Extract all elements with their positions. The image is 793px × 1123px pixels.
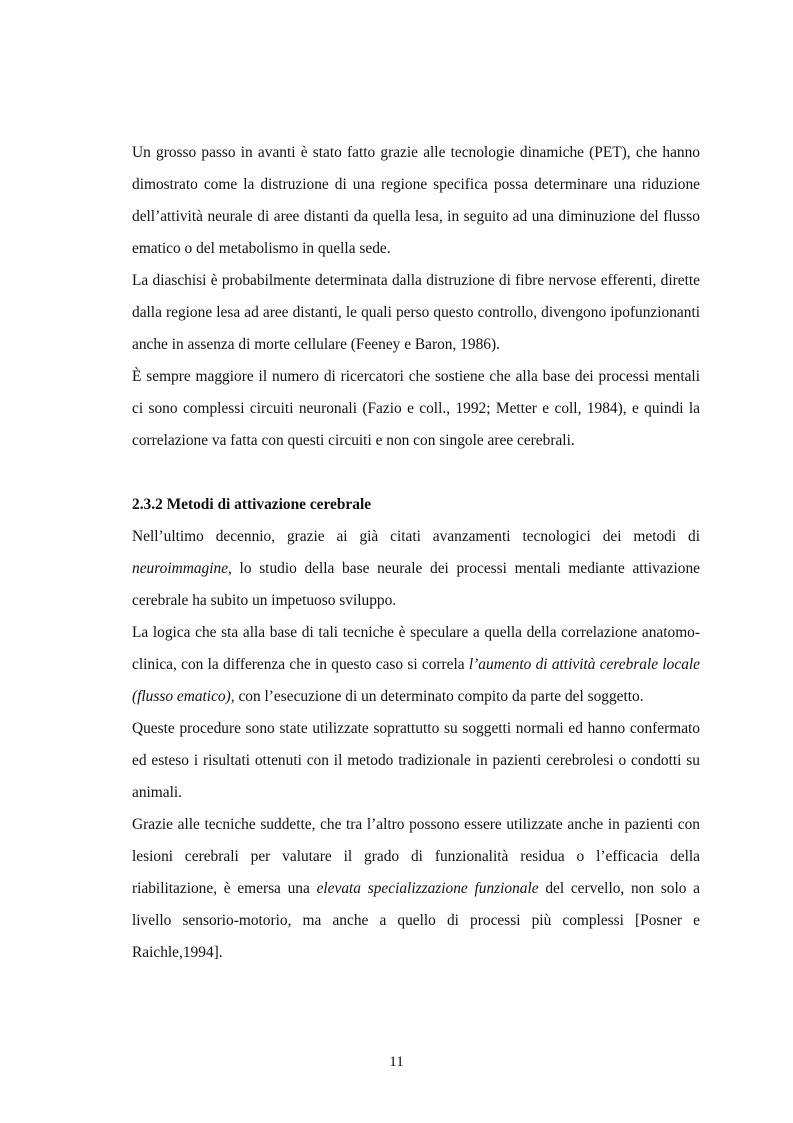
paragraph-diaschisi: La diaschisi è probabilmente determinata dalla distruzione di fibre nervose efferenti, dirette dalla regione lesa ad aree distanti, le quali perso questo controllo, divengono ipofunzionanti anche in assenza di morte cellulare (Feeney e Baron, 1986). [132,272,700,353]
document-body [132,137,700,969]
paragraph-decennio [132,521,700,617]
paragraph-procedure: Queste procedure sono state utilizzate soprattutto su soggetti normali ed hanno confermato ed esteso i risultati ottenuti con il metodo tradizionale in pazienti cerebrolesi o condotti su animali. [132,720,700,801]
text-run: lo studio della base neurale dei processi mentali mediante attivazione cerebrale ha subito un impetuoso sviluppo. [132,560,700,609]
text-run: con l’esecuzione di un determinato compito da parte del soggetto. [234,688,644,705]
paragraph-tecniche [132,809,700,969]
paragraph-logica [132,617,700,713]
paragraph-pet: Un grosso passo in avanti è stato fatto grazie alle tecnologie dinamiche (PET), che hanno dimostrato come la distruzione di una regione specifica possa determinare una riduzione dell’attività neurale di aree distanti da quella lesa, in seguito ad una diminuzione del flusso ematico o del metabolismo in quella sede. [132,144,700,257]
section-heading: 2.3.2 Metodi di attivazione cerebrale [132,496,372,513]
italic-term: l’aumento di attività cerebrale locale (flusso ematico), [132,656,700,705]
text-run: Nell’ultimo decennio, grazie ai già citati avanzamenti tecnologici dei metodi di [132,528,700,545]
text-run: del cervello, non solo a livello sensorio-motorio, ma anche a quello di processi più complessi [Posner e Raichle,1994]. [132,880,700,961]
italic-term: elevata specializzazione funzionale [316,880,539,897]
text-run: Grazie alle tecniche suddette, che tra l’altro possono essere utilizzate anche in pazienti con lesioni cerebrali per valutare il grado di funzionalità residua o l’efficacia della riabilitazione, è emersa una [132,816,700,897]
paragraph-circuiti: È sempre maggiore il numero di ricercatori che sostiene che alla base dei processi mentali ci sono complessi circuiti neuronali (Fazio e coll., 1992; Metter e coll, 1984), e quindi la correlazione va fatta con questi circuiti e non con singole aree cerebrali. [132,368,700,449]
text-run: La logica che sta alla base di tali tecniche è speculare a quella della correlazione anatomo-clinica, con la differenza che in questo caso si correla [132,624,700,673]
page-number: 11 [389,1054,404,1070]
italic-term: neuroimmagine, [132,560,232,577]
